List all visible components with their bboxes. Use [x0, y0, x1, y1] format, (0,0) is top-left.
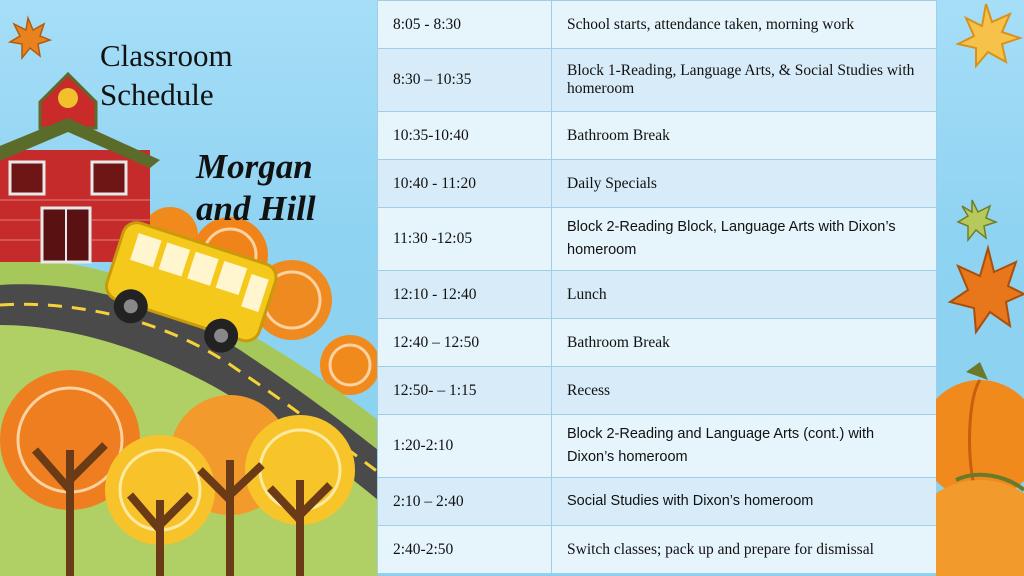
- pumpkin-icon: [936, 362, 1024, 576]
- time-cell: 11:30 -12:05: [378, 208, 552, 271]
- table-row: [378, 1, 937, 49]
- right-decoration: [936, 0, 1024, 576]
- table-row: [378, 112, 937, 160]
- activity-cell: Bathroom Break: [552, 112, 937, 160]
- page-title: Classroom Schedule: [100, 38, 233, 112]
- time-cell: 12:10 - 12:40: [378, 271, 552, 319]
- time-cell: 8:05 - 8:30: [378, 1, 552, 49]
- activity-cell: Block 2-Reading Block, Language Arts with Dixon’s homeroom: [552, 208, 937, 271]
- activity-cell: Bathroom Break: [552, 319, 937, 367]
- maple-leaf-icon: [10, 18, 50, 58]
- activity-cell: Block 1-Reading, Language Arts, & Social Studies with homeroom: [552, 49, 937, 112]
- table-row: [378, 478, 937, 526]
- activity-cell: Daily Specials: [552, 160, 937, 208]
- activity-cell: School starts, attendance taken, morning work: [552, 1, 937, 49]
- bell-icon: [58, 88, 78, 108]
- schedule-table: [377, 0, 937, 574]
- table-row: [378, 208, 937, 271]
- time-cell: 1:20-2:10: [378, 415, 552, 478]
- page-subtitle: Morgan and Hill: [196, 147, 316, 228]
- time-cell: 2:40-2:50: [378, 526, 552, 574]
- maple-leaf-icon: [958, 4, 1020, 66]
- activity-cell: Block 2-Reading and Language Arts (cont.) with Dixon’s homeroom: [552, 415, 937, 478]
- time-cell: 2:10 – 2:40: [378, 478, 552, 526]
- time-cell: 12:50- – 1:15: [378, 367, 552, 415]
- time-cell: 8:30 – 10:35: [378, 49, 552, 112]
- maple-leaf-icon: [958, 200, 996, 240]
- activity-cell: Switch classes; pack up and prepare for dismissal: [552, 526, 937, 574]
- table-row: [378, 271, 937, 319]
- activity-cell: Recess: [552, 367, 937, 415]
- table-row: [378, 367, 937, 415]
- time-cell: 10:35-10:40: [378, 112, 552, 160]
- table-row: [378, 526, 937, 574]
- time-cell: 10:40 - 11:20: [378, 160, 552, 208]
- table-row: [378, 49, 937, 112]
- time-cell: 12:40 – 12:50: [378, 319, 552, 367]
- activity-cell: Lunch: [552, 271, 937, 319]
- table-row: [378, 160, 937, 208]
- maple-leaf-icon: [950, 248, 1024, 332]
- table-row: [378, 319, 937, 367]
- activity-cell: Social Studies with Dixon’s homeroom: [552, 478, 937, 526]
- table-row: [378, 415, 937, 478]
